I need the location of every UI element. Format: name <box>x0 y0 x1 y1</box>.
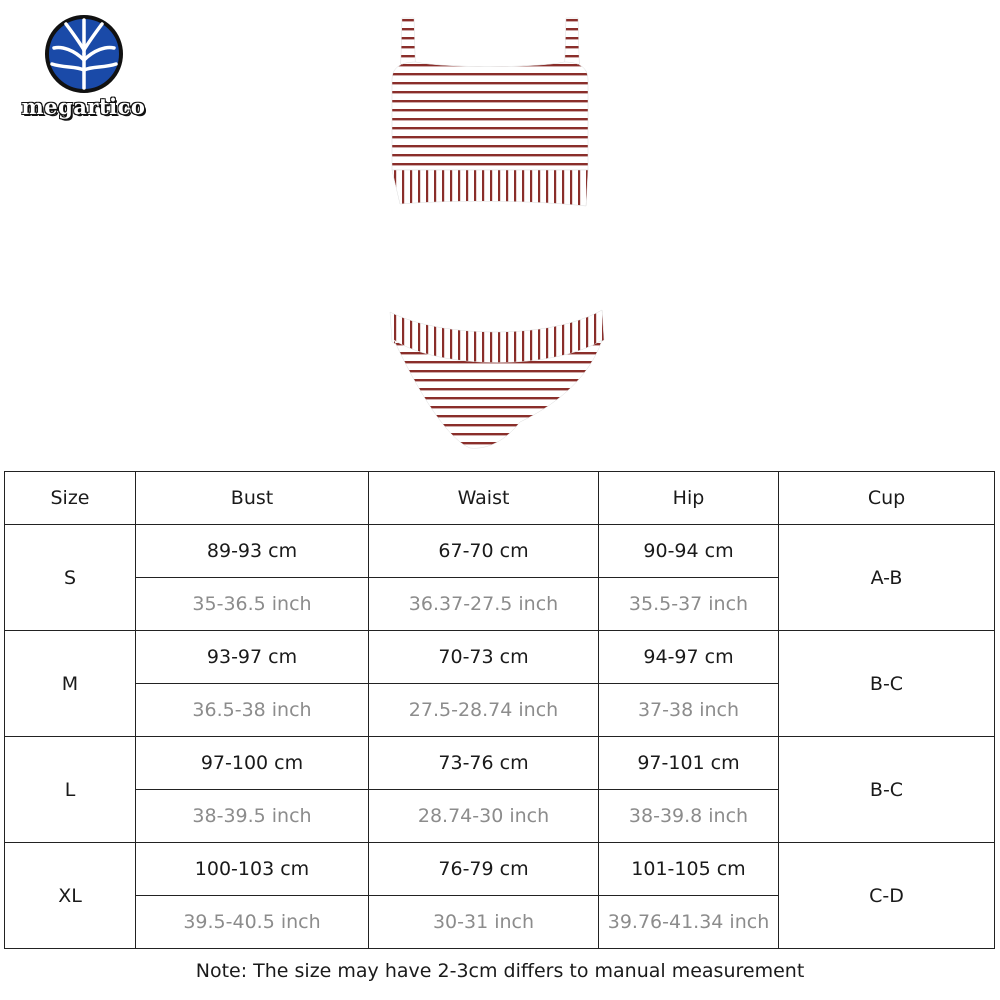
bikini-bottom <box>390 310 604 448</box>
size-cell: S <box>5 525 136 631</box>
waist-inch-cell: 27.5-28.74 inch <box>369 684 599 737</box>
hip-cm-cell: 101-105 cm <box>599 843 779 896</box>
waist-inch-cell: 36.37-27.5 inch <box>369 578 599 631</box>
hip-inch-cell: 37-38 inch <box>599 684 779 737</box>
cup-cell: C-D <box>779 843 995 949</box>
hip-inch-cell: 39.76-41.34 inch <box>599 896 779 949</box>
table-header-row <box>5 472 995 525</box>
bust-cm-cell: 100-103 cm <box>136 843 369 896</box>
table-row <box>5 737 995 790</box>
waist-inch-cell: 30-31 inch <box>369 896 599 949</box>
waist-cm-cell: 67-70 cm <box>369 525 599 578</box>
tree-logo-icon <box>44 14 124 94</box>
table-row <box>5 631 995 684</box>
cup-cell: B-C <box>779 737 995 843</box>
cup-cell: A-B <box>779 525 995 631</box>
bust-inch-cell: 39.5-40.5 inch <box>136 896 369 949</box>
hip-cm-cell: 94-97 cm <box>599 631 779 684</box>
brand-logo <box>16 14 156 126</box>
size-cell: M <box>5 631 136 737</box>
waist-cm-cell: 70-73 cm <box>369 631 599 684</box>
striped-bikini-image <box>370 10 630 460</box>
header-size: Size <box>5 472 136 525</box>
waist-cm-cell: 76-79 cm <box>369 843 599 896</box>
brand-name: megartico <box>21 94 146 119</box>
waist-inch-cell: 28.74-30 inch <box>369 790 599 843</box>
bikini-top <box>392 18 588 206</box>
bust-inch-cell: 38-39.5 inch <box>136 790 369 843</box>
size-cell: XL <box>5 843 136 949</box>
bust-cm-cell: 89-93 cm <box>136 525 369 578</box>
bust-inch-cell: 35-36.5 inch <box>136 578 369 631</box>
hip-cm-cell: 90-94 cm <box>599 525 779 578</box>
header-hip: Hip <box>599 472 779 525</box>
bust-inch-cell: 36.5-38 inch <box>136 684 369 737</box>
header-cup: Cup <box>779 472 995 525</box>
size-note: Note: The size may have 2-3cm differs to manual measurement <box>195 960 805 982</box>
size-cell: L <box>5 737 136 843</box>
cup-cell: B-C <box>779 631 995 737</box>
hip-inch-cell: 35.5-37 inch <box>599 578 779 631</box>
size-chart-table <box>4 471 995 949</box>
bust-cm-cell: 93-97 cm <box>136 631 369 684</box>
waist-cm-cell: 73-76 cm <box>369 737 599 790</box>
table-row <box>5 525 995 578</box>
header-waist: Waist <box>369 472 599 525</box>
hip-inch-cell: 38-39.8 inch <box>599 790 779 843</box>
bust-cm-cell: 97-100 cm <box>136 737 369 790</box>
table-row <box>5 843 995 896</box>
header-bust: Bust <box>136 472 369 525</box>
hip-cm-cell: 97-101 cm <box>599 737 779 790</box>
